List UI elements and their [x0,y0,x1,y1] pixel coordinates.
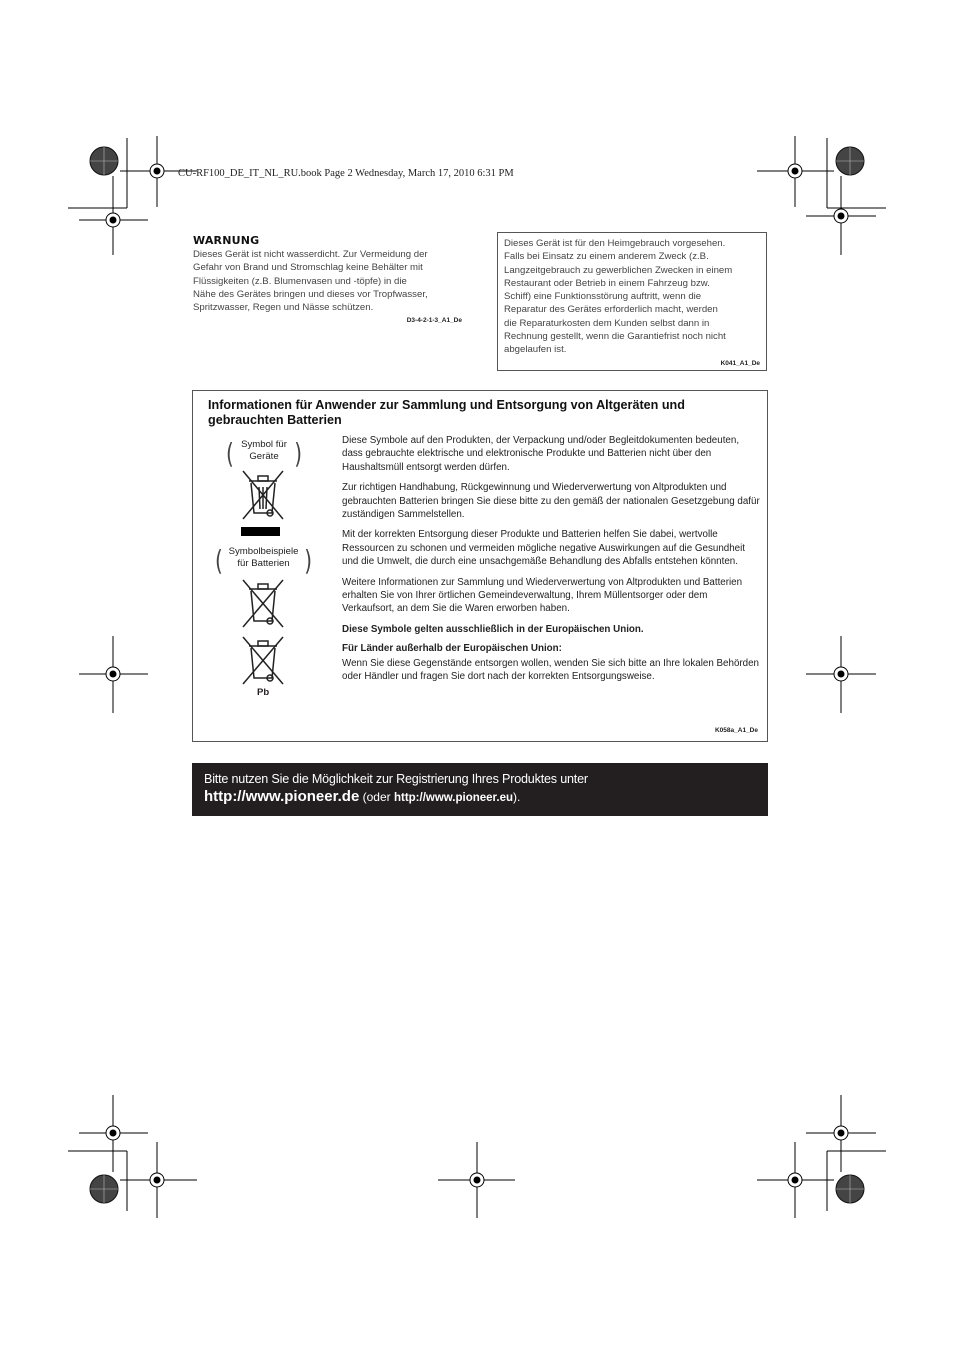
symbol-devices-label [226,436,302,470]
symbol-devices-line: Geräte [249,451,279,462]
home-use-line: Restaurant oder Betrieb in einem Fahrzeug bzw. [504,277,710,289]
registration-banner [192,763,768,816]
symbol-devices-text [226,439,302,463]
crossed-bin-battery-pb-icon [239,636,289,688]
paren-right: ) [294,436,302,470]
home-use-body [504,237,760,357]
pioneer-de-link[interactable]: http://www.pioneer.de [204,788,360,805]
disposal-text [342,434,760,691]
disposal-code: K058a_A1_De [714,727,758,734]
symbol-batteries-line: Symbolbeispiele [228,546,299,557]
warning-line: Flüssigkeiten (z.B. Blumenvasen und -töpfe) in die [193,275,407,287]
disposal-title [208,398,748,427]
warning-line: Nähe des Gerätes bringen und dieses vor Tropfwasser, [193,288,428,300]
disposal-title-line: Informationen für Anwender zur Sammlung und Entsorgung von Altgeräten und [208,398,685,412]
home-use-line: Dieses Gerät ist für den Heimgebrauch vorgesehen. [504,238,726,249]
crossed-bin-battery-icon [239,579,289,631]
eu-only-note: Diese Symbole gelten ausschließlich in der Europäischen Union. [342,623,644,635]
disposal-title-line: gebrauchten Batterien [208,412,342,427]
paren-left: ( [215,543,223,577]
disposal-paragraph: Diese Symbole auf den Produkten, der Verpackung und/oder Begleitdokumenten bedeuten, dass gebrauchte elektrische und elektronische Produkte und Batterien nicht über den Haushaltsmüll entsorgt werden dürfen. [342,435,740,473]
paren-right: ) [304,543,312,577]
file-header-line: CU-RF100_DE_IT_NL_RU.book Page 2 Wednesday, March 17, 2010 6:31 PM [178,168,514,179]
symbol-devices-line: Symbol für [241,439,287,450]
home-use-code: K041_A1_De [720,359,760,367]
crossed-bin-device-icon [239,469,289,539]
registration-links [204,788,756,805]
disposal-paragraph: Mit der korrekten Entsorgung dieser Produkte und Batterien helfen Sie dabei, wertvolle Ressourcen zu schonen und vermeiden mögliche negative Auswirkungen auf die Gesundheit und die Umwelt, die durch eine unsachgemäße Behandlung des Abfalls entstehen könnten. [342,529,746,568]
warning-code: D3-4-2-1-3_A1_De [406,317,462,325]
home-use-notice [497,232,767,371]
home-use-line: Schiff) eine Funktionsstörung auftritt, wenn die [504,291,702,303]
home-use-line: Rechnung gestellt, wenn die Garantiefrist noch nicht [504,331,726,343]
home-use-line: Reparatur des Gerätes erforderlich macht, werden [504,304,718,316]
outside-eu-heading: Für Länder außerhalb der Europäischen Union: [342,643,562,655]
pb-label: Pb [257,687,270,698]
warning-line: Gefahr von Brand und Stromschlag keine Behälter mit [193,262,423,274]
warning-line: Dieses Gerät ist nicht wasserdicht. Zur Vermeidung der [193,249,428,260]
oder-text: (oder [359,790,394,804]
disposal-info-box [192,390,768,742]
paren-left: ( [226,436,234,470]
symbol-batteries-text [215,546,312,570]
disposal-paragraph: Zur richtigen Handhabung, Rückgewinnung und Wiederverwertung von Altprodukten und gebrauchten Batterien bringen Sie diese bitte zu den gemäß der nationalen Gesetzgebung dafür zuständigen Sammelstellen. [342,482,760,521]
warning-line: Spritzwasser, Regen und Nässe schützen. [193,302,374,314]
symbol-batteries-label [215,543,312,577]
home-use-line: die Reparaturkosten dem Kunden selbst dann in [504,317,710,329]
outside-eu-text: Wenn Sie diese Gegenstände entsorgen wollen, wenden Sie sich bitte an Ihre lokalen Behörden oder Händler und fragen Sie dort nach der korrekten Entsorgungsweise. [342,657,760,683]
warning-body [193,248,463,314]
home-use-line: Falls bei Einsatz zu einem anderem Zweck (z.B. [504,251,709,263]
warning-title: WARNUNG [193,234,260,247]
closing-text: ). [513,790,521,804]
pioneer-eu-link[interactable]: http://www.pioneer.eu [393,792,514,804]
symbol-batteries-line: für Batterien [237,558,290,569]
disposal-paragraph: Weitere Informationen zur Sammlung und Wiederverwertung von Altprodukten und Batterien erhalten Sie von Ihrer örtlichen Gemeindeverwaltung, Ihrem Müllentsorger oder dem Verkaufsort, an dem Sie die Waren erworben haben. [342,576,743,615]
home-use-line: Langzeitgebrauch zu gewerblichen Zwecken in einem [504,264,733,276]
home-use-line: abgelaufen ist. [504,344,567,356]
warning-section [193,234,463,324]
registration-text: Bitte nutzen Sie die Möglichkeit zur Registrierung Ihres Produktes unter [204,772,588,786]
